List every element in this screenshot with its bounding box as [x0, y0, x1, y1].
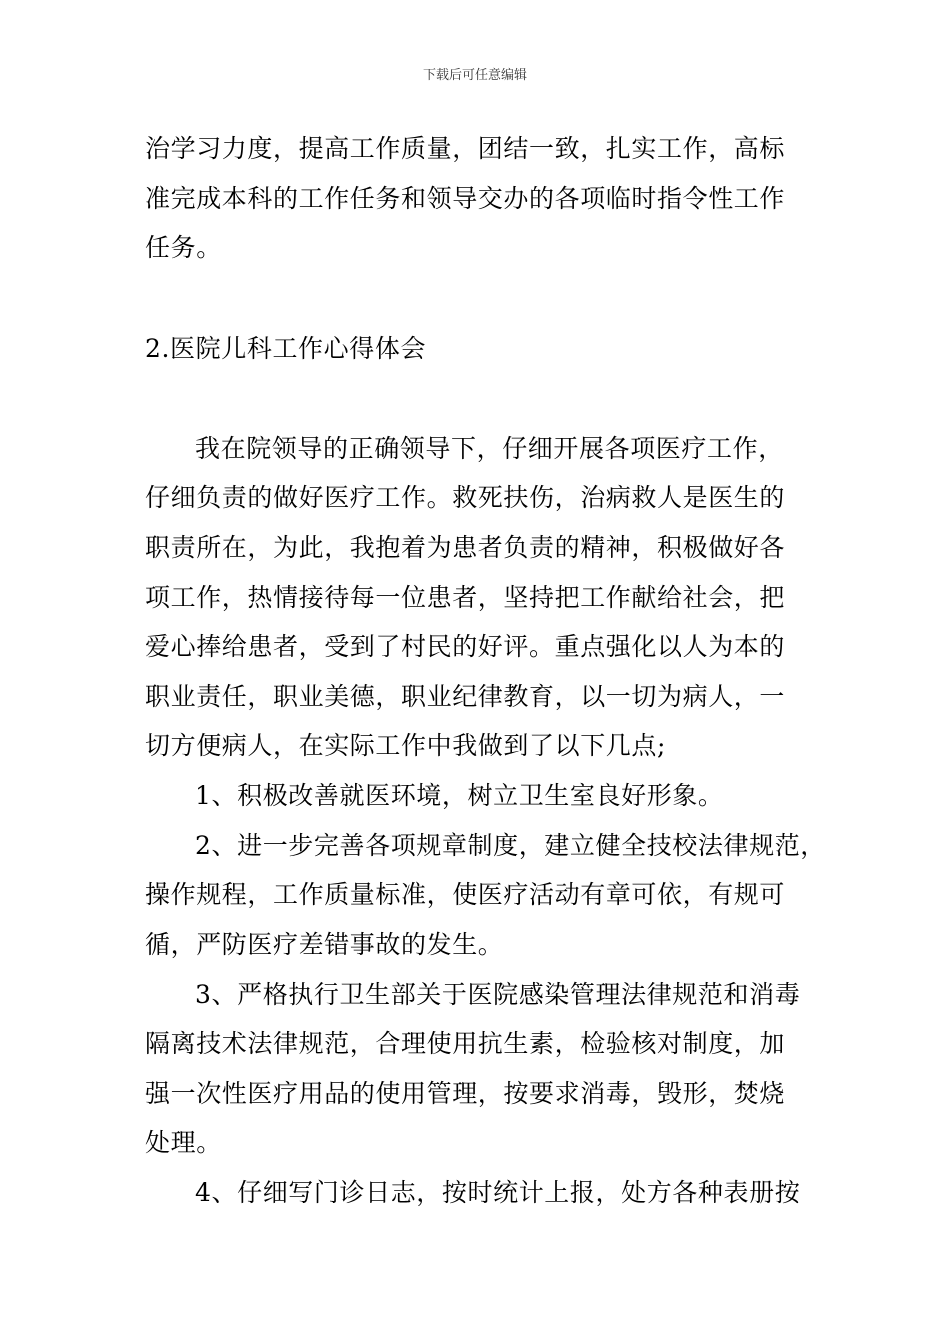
paragraph-line: 爱心捧给患者，受到了村民的好评。重点强化以人为本的	[145, 632, 786, 661]
paragraph-line: 我在院领导的正确领导下，仔细开展各项医疗工作，	[195, 434, 784, 463]
paragraph-line: 任务。	[145, 233, 222, 262]
list-item: 2、进一步完善各项规章制度，建立健全技校法律规范，	[195, 831, 826, 860]
paragraph-line: 强一次性医疗用品的使用管理，按要求消毒，毁形，焚烧	[145, 1079, 786, 1108]
paragraph-line: 项工作，热情接待每一位患者，坚持把工作献给社会，把	[145, 583, 786, 612]
paragraph-line: 仔细负责的做好医疗工作。救死扶伤，治病救人是医生的	[145, 483, 786, 512]
section-heading: 2.医院儿科工作心得体会	[145, 334, 427, 363]
paragraph-line: 操作规程，工作质量标准，使医疗活动有章可依，有规可	[145, 880, 786, 909]
paragraph-line: 准完成本科的工作任务和领导交办的各项临时指令性工作	[145, 184, 786, 213]
paragraph-line: 职业责任，职业美德，职业纪律教育，以一切为病人，一	[145, 682, 786, 711]
list-item: 4、仔细写门诊日志，按时统计上报，处方各种表册按	[195, 1178, 801, 1207]
paragraph-line: 处理。	[145, 1128, 222, 1157]
list-item: 1、积极改善就医环境，树立卫生室良好形象。	[195, 781, 724, 810]
paragraph-line: 切方便病人，在实际工作中我做到了以下几点;	[145, 731, 667, 760]
list-item: 3、严格执行卫生部关于医院感染管理法律规范和消毒	[195, 980, 801, 1009]
paragraph-line: 职责所在，为此，我抱着为患者负责的精神，积极做好各	[145, 533, 786, 562]
paragraph-line: 循，严防医疗差错事故的发生。	[145, 930, 504, 959]
page-header: 下载后可任意编辑	[422, 68, 527, 83]
paragraph-line: 隔离技术法律规范，合理使用抗生素，检验核对制度，加	[145, 1029, 786, 1058]
paragraph-line: 治学习力度，提高工作质量，团结一致，扎实工作，高标	[145, 134, 786, 163]
